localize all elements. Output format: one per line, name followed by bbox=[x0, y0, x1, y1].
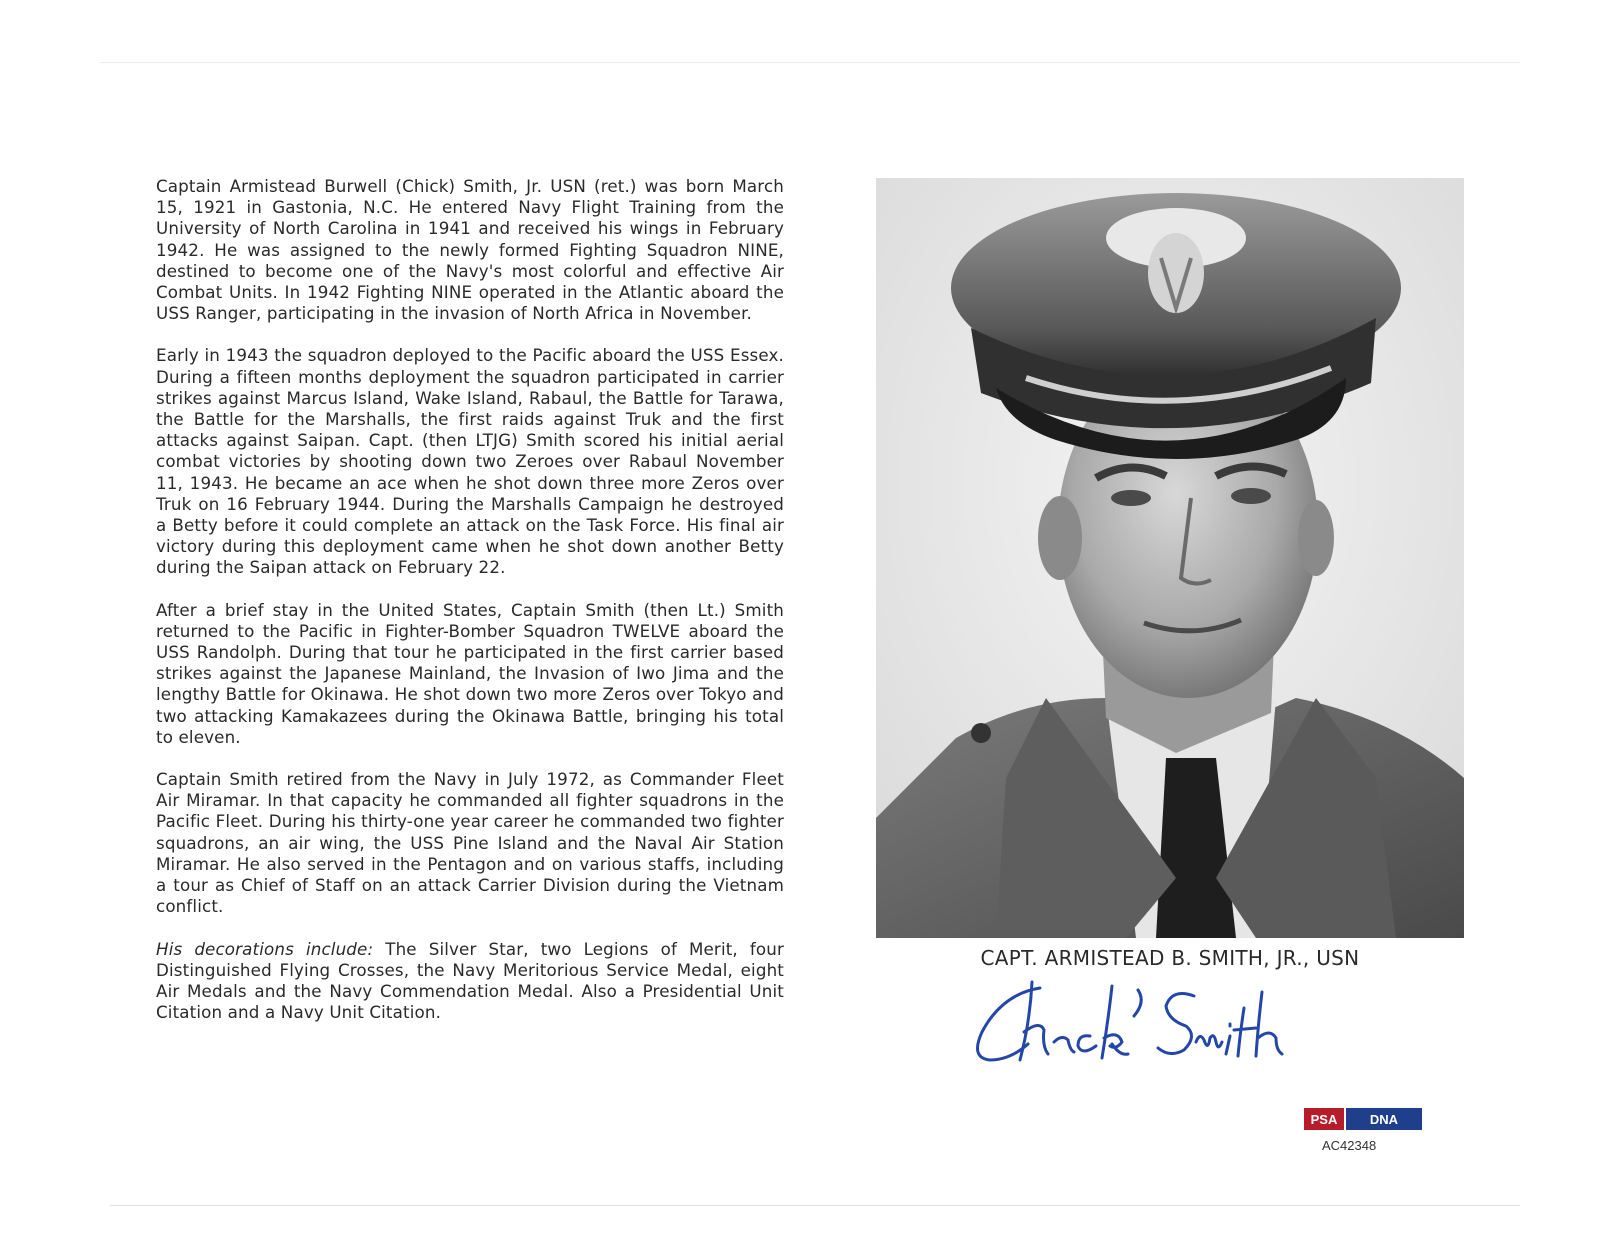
bio-paragraph-1: Captain Armistead Burwell (Chick) Smith, Jr. USN (ret.) was born March 15, 1921 in Gastonia, N.C. He entered Navy Flight Training from the University of North Carolina in 1941 and received his wings in February 1942. He was assigned to the newly formed Fighting Squadron NINE, destined to become one of the Navy's most colorful and effective Air Combat Units. In 1942 Fighting NINE operated in the Atlantic aboard the USS Ranger, participating in the invasion of North Africa in November. bbox=[156, 176, 784, 324]
decorations-paragraph bbox=[156, 939, 784, 1024]
bio-paragraph-4: Captain Smith retired from the Navy in July 1972, as Commander Fleet Air Miramar. In that capacity he commanded all fighter squadrons in the Pacific Fleet. During his thirty-one year career he commanded two fighter squadrons, an air wing, the USS Pine Island and the Naval Air Station Miramar. He also served in the Pentagon and on various staffs, including a tour as Chief of Staff on an attack Carrier Division during the Vietnam conflict. bbox=[156, 769, 784, 917]
svg-text:DNA: DNA bbox=[1369, 1112, 1399, 1127]
certificate-number: AC42348 bbox=[1322, 1138, 1377, 1153]
bio-paragraph-2: Early in 1943 the squadron deployed to the Pacific aboard the USS Essex. During a fifteen months deployment the squadron participated in carrier strikes against Marcus Island, Wake Island, Rabaul, the Battle for Tarawa, the Battle for the Marshalls, the first raids against Truk and the first attacks against Saipan. Capt. (then LTJG) Smith scored his initial aerial combat victories by shooting down two Zeroes over Rabaul November 11, 1943. He became an ace when he shot down three more Zeros over Truk on 16 February 1944. During the Marshalls Campaign he destroyed a Betty before it could complete an attack on the Task Force. His final air victory during this deployment came when he shot down another Betty during the Saipan attack on February 22. bbox=[156, 345, 784, 578]
bio-paragraph-3: After a brief stay in the United States, Captain Smith (then Lt.) Smith returned to the Pacific in Fighter-Bomber Squadron TWELVE aboard the USS Randolph. During that tour he participated in the first carrier based strikes against the Japanese Mainland, the Invasion of Iwo Jima and the lengthy Battle for Okinawa. He shot down two more Zeros over Tokyo and two attacking Kamakazees during the Okinawa Battle, bringing his total to eleven. bbox=[156, 599, 784, 747]
portrait-photo bbox=[876, 178, 1464, 938]
biography-text bbox=[156, 176, 784, 1044]
photo-caption: CAPT. ARMISTEAD B. SMITH, JR., USN bbox=[980, 946, 1360, 970]
portrait-image bbox=[876, 178, 1464, 938]
decorations-text: The Silver Star, two Legions of Merit, four Distinguished Flying Crosses, the Navy Meritorious Service Medal, eight Air Medals and the Navy Commendation Medal. Also a Presidential Unit Citation and a Navy Unit Citation. bbox=[156, 938, 784, 1023]
svg-text:PSA: PSA bbox=[1310, 1112, 1338, 1127]
sheet-edge-top bbox=[100, 62, 1520, 63]
sheet-edge-bottom bbox=[110, 1205, 1520, 1206]
autograph-signature bbox=[962, 972, 1302, 1072]
decorations-lead: His decorations include: bbox=[156, 938, 374, 959]
psa-dna-logo bbox=[1304, 1108, 1424, 1130]
